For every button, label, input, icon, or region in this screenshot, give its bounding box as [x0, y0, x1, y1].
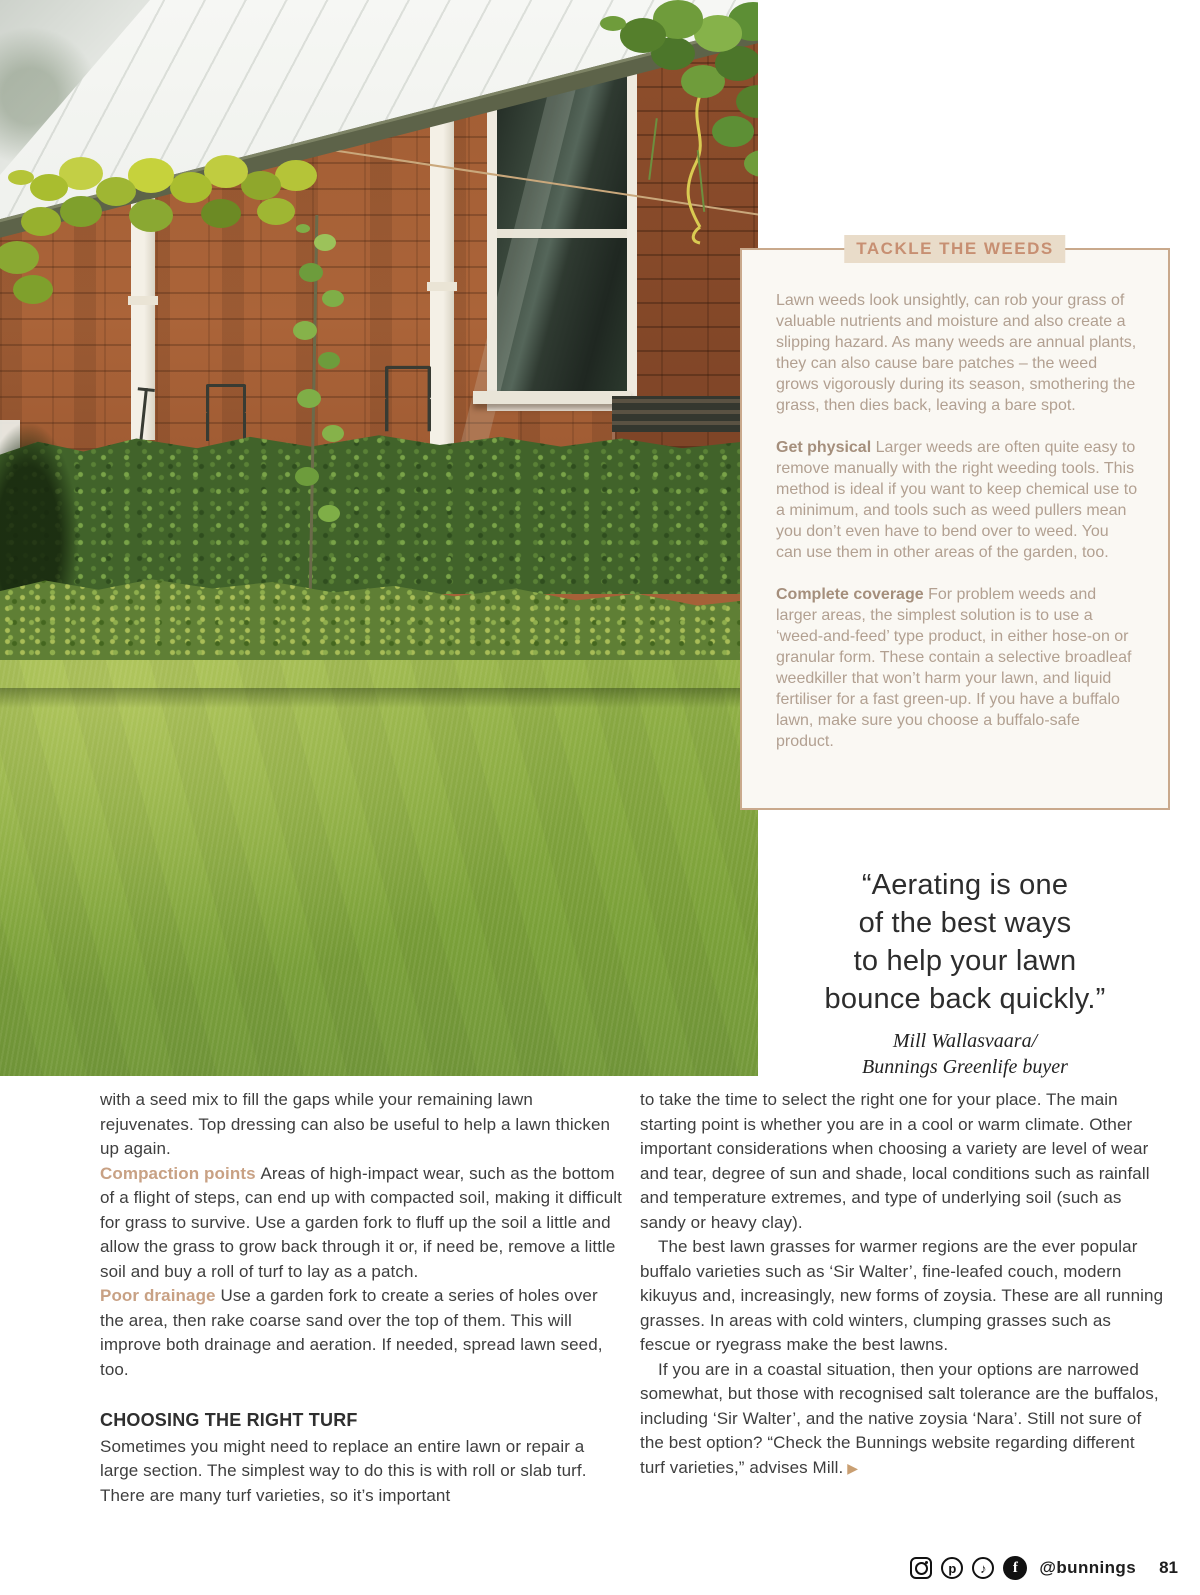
- tip-lead: Compaction points: [100, 1163, 261, 1183]
- sapling-leaves: [296, 224, 310, 233]
- bench-silhouette: [612, 396, 758, 432]
- right-column: [640, 1088, 1164, 1480]
- body-paragraph: If you are in a coastal situation, then your options are narrowed somewhat, but those with recognised salt tolerance are the buffalos, including ‘Sir Walter’, and the native zoysia ‘Nara’. Still not sure of the best option? “Check the Bunnings website regarding different turf varieties,” advises Mill. ▶: [640, 1359, 1159, 1477]
- instagram-icon[interactable]: [910, 1557, 932, 1579]
- tip-lead: Poor drainage: [100, 1286, 221, 1305]
- body-paragraph: Sometimes you might need to replace an entire lawn or repair a large section. The simplest way to do this is with roll or slab turf. There are many turf varieties, so it’s important: [100, 1436, 587, 1505]
- section-heading: CHOOSING THE RIGHT TURF: [100, 1410, 358, 1430]
- post-collar: [427, 282, 457, 291]
- left-column: [100, 1088, 622, 1508]
- social-icons: [910, 1556, 1027, 1580]
- window-sill: [473, 391, 631, 404]
- post-collar: [128, 296, 158, 305]
- chair-silhouette: [206, 384, 246, 441]
- body-paragraph: The best lawn grasses for warmer regions are the ever popular buffalo varieties such as ‘Sir Walter’, fine-leafed couch, modern kikuyus and, increasingly, new forms of zoysia. These are all running grasses. In areas with cold winters, clumping grasses such as fescue or ryegrass make the best lawns.: [640, 1237, 1164, 1354]
- quote-text: [730, 866, 1200, 1018]
- body-paragraph: Poor drainage Use a garden fork to create a series of holes over the area, then rake coarse sand over the top of them. This will improve both drainage and aeration. If needed, spread lawn seed, too.: [100, 1286, 603, 1379]
- page-footer: [910, 1556, 1178, 1580]
- quote-line: of the best ways: [858, 907, 1072, 939]
- panel-body: [776, 290, 1138, 752]
- pull-quote: [730, 866, 1200, 1080]
- panel-title: TACKLE THE WEEDS: [844, 235, 1065, 263]
- weeds-lead: Get physical: [776, 439, 876, 456]
- weeds-paragraph: Complete coverage For problem weeds and larger areas, the simplest solution is to use a ‘weed-and-feed’ type product, in either hose-on or granular form. These contain a selective broadleaf weedkiller that won’t harm your lawn, and liquid fertiliser for a fast green-up. If you have a buffalo lawn, make sure you choose a buffalo-safe product.: [776, 586, 1132, 750]
- social-handle[interactable]: @bunnings: [1039, 1558, 1137, 1577]
- hero-photo: [0, 0, 758, 1076]
- sash-window: [487, 66, 637, 411]
- quote-attribution: [730, 1028, 1200, 1080]
- body-paragraph: with a seed mix to fill the gaps while your remaining lawn rejuvenates. Top dressing can also be useful to help a lawn thicken up again.: [100, 1090, 611, 1158]
- weeds-paragraph: Get physical Larger weeds are often quite easy to remove manually with the right weeding tools. This method is ideal if you want to keep chemical use to a minimum, and tools such as weed pullers mean you don’t even have to bend over to weed. You can use them in other areas of the garden, too.: [776, 439, 1138, 561]
- end-of-article-marker: ▶: [843, 1459, 859, 1476]
- facebook-icon[interactable]: f: [1003, 1556, 1027, 1580]
- tall-hedge: [0, 432, 758, 594]
- body-paragraph: Compaction points Areas of high-impact wear, such as the bottom of a flight of steps, can end up with compacted soil, making it difficult for grass to survive. Use a garden fork to fluff up the soil a little and allow the grass to grow back through it or, if need be, remove a little soil and buy a roll of turf to lay as a patch.: [100, 1163, 622, 1281]
- quote-line: to help your lawn: [853, 945, 1077, 977]
- quote-line: bounce back quickly.”: [824, 983, 1106, 1015]
- weeds-lead: Complete coverage: [776, 586, 929, 603]
- page-number: 81: [1159, 1558, 1178, 1577]
- chair-silhouette: [385, 366, 431, 432]
- quote-line: “Aerating is one: [861, 869, 1069, 901]
- body-paragraph: to take the time to select the right one for your place. The main starting point is whether you are in a cool or warm climate. Other important considerations when choosing a variety are level of wear and tear, degree of sun and shade, local conditions such as rainfall and temperature extremes, and type of underlying soil (such as sandy or heavy clay).: [640, 1090, 1150, 1232]
- wisteria-foliage: [600, 16, 626, 31]
- yellow-foliage: [8, 170, 34, 185]
- tackle-weeds-panel: [740, 239, 1170, 810]
- weeds-paragraph: Lawn weeds look unsightly, can rob your grass of valuable nutrients and moisture and also create a slipping hazard. As many weeds are annual plants, they can also cause bare patches – the weed grows vigorously during its season, smothering the grass, then dies back, leaving a bare spot.: [776, 292, 1137, 414]
- attribution-role: Bunnings Greenlife buyer: [862, 1056, 1068, 1078]
- lawn: [0, 660, 758, 1076]
- pinterest-icon[interactable]: p: [941, 1557, 963, 1579]
- tiktok-icon[interactable]: ♪: [972, 1557, 994, 1579]
- attribution-name: Mill Wallasvaara/: [892, 1030, 1038, 1052]
